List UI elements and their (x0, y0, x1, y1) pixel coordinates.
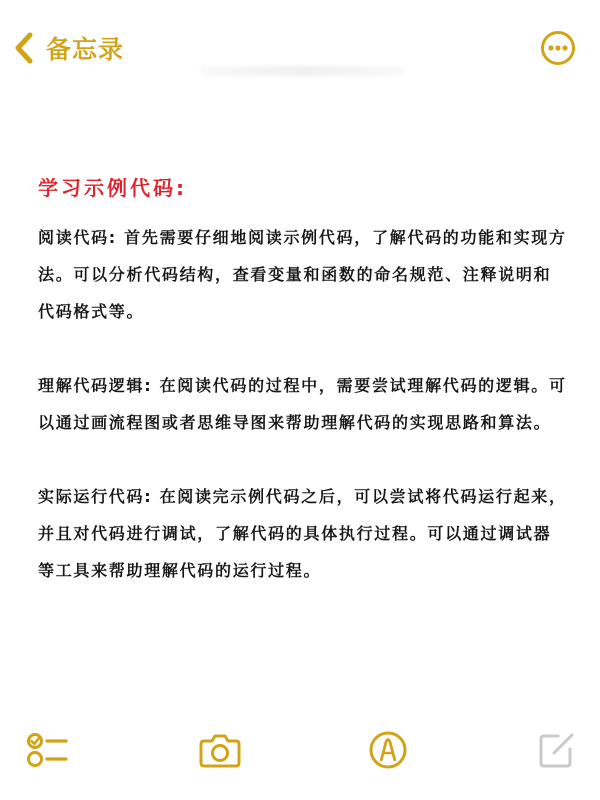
compose-icon (536, 730, 580, 770)
markup-button[interactable] (368, 730, 412, 770)
note-title: 学习示例代码: (38, 176, 187, 200)
note-paragraph: 实际运行代码: 在阅读完示例代码之后，可以尝试将代码运行起来，并且对代码进行调试，了解代码的具体执行过程。可以通过调试器等工具来帮助理解代码的运行过程。 (38, 487, 567, 580)
ellipsis-circle-icon (540, 30, 576, 66)
navigation-bar (0, 0, 600, 96)
more-button[interactable] (540, 30, 576, 66)
camera-button[interactable] (198, 730, 242, 770)
note-paragraph: 理解代码逻辑: 在阅读代码的过程中，需要尝试理解代码的逻辑。可以通过画流程图或者思维导图来帮助理解代码的实现思路和算法。 (38, 376, 567, 432)
camera-icon (198, 730, 242, 770)
checklist-icon (26, 730, 70, 770)
back-label: 备忘录 (46, 35, 125, 64)
compose-button[interactable] (536, 730, 580, 770)
chevron-left-icon (12, 31, 36, 65)
note-paragraph: 阅读代码: 首先需要仔细地阅读示例代码，了解代码的功能和实现方法。可以分析代码结构，查看变量和函数的命名规范、注释说明和代码格式等。 (38, 228, 567, 321)
back-button[interactable] (12, 28, 124, 68)
faint-text-artifact (200, 66, 405, 76)
note-body[interactable] (38, 170, 568, 589)
checklist-button[interactable] (26, 730, 70, 770)
bottom-toolbar (0, 700, 600, 800)
markup-pen-icon (368, 730, 412, 770)
